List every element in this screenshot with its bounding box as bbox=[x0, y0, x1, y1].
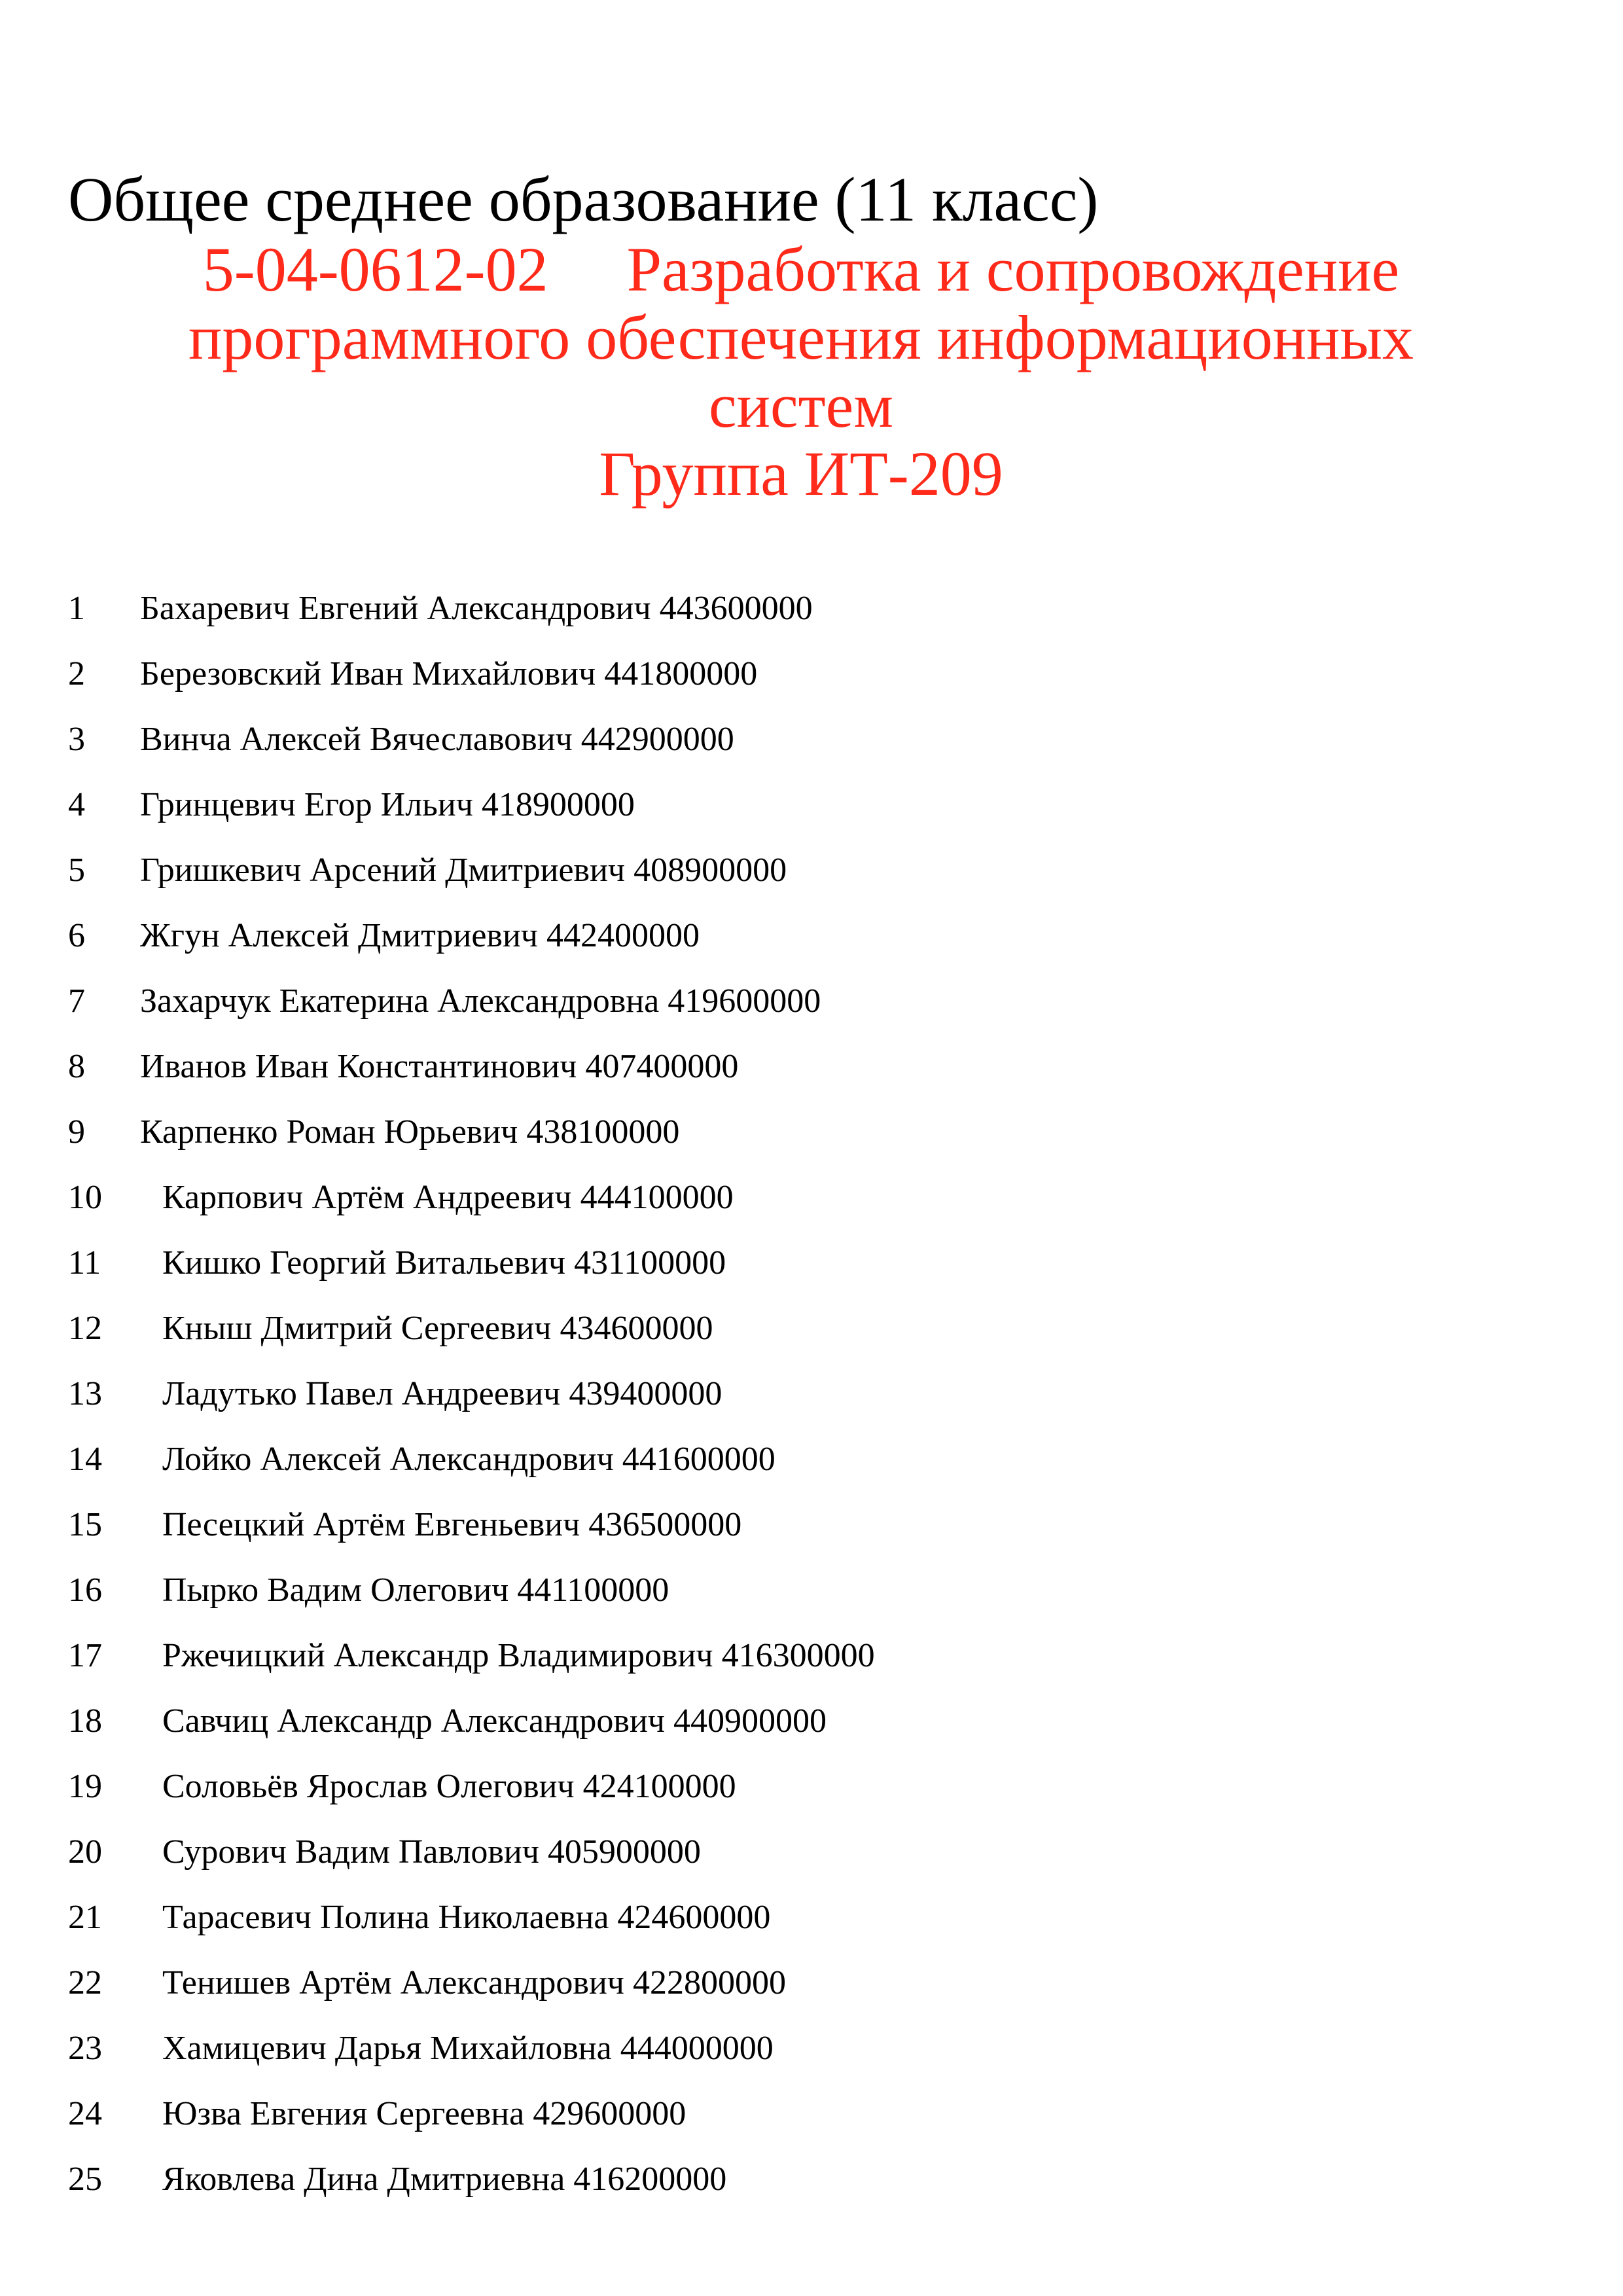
row-number: 16 bbox=[68, 1571, 102, 1609]
row-number: 14 bbox=[68, 1441, 102, 1478]
row-number: 25 bbox=[68, 2161, 102, 2198]
student-name: Песецкий Артём Евгеньевич bbox=[162, 1506, 580, 1543]
student-phone: 444000000 bbox=[620, 2030, 774, 2067]
student-name: Гришкевич Арсений Дмитриевич bbox=[140, 852, 626, 889]
row-number: 22 bbox=[68, 1964, 102, 2001]
student-phone: 407400000 bbox=[585, 1048, 739, 1085]
student-phone: 439400000 bbox=[569, 1375, 722, 1412]
student-phone: 441100000 bbox=[517, 1571, 669, 1609]
row-number: 24 bbox=[68, 2095, 102, 2132]
row-number: 15 bbox=[68, 1506, 102, 1543]
student-name: Кныш Дмитрий Сергеевич bbox=[162, 1310, 552, 1347]
student-name: Березовский Иван Михайлович bbox=[140, 655, 596, 692]
row-number: 8 bbox=[68, 1048, 85, 1085]
student-name: Ржечицкий Александр Владимирович bbox=[162, 1637, 713, 1674]
row-number: 6 bbox=[68, 917, 85, 954]
student-phone: 440900000 bbox=[673, 1702, 827, 1740]
student-phone: 434600000 bbox=[560, 1310, 713, 1347]
student-phone: 424600000 bbox=[617, 1899, 771, 1936]
row-number: 23 bbox=[68, 2030, 102, 2067]
student-phone: 438100000 bbox=[526, 1113, 680, 1151]
student-name: Жгун Алексей Дмитриевич bbox=[140, 917, 538, 954]
specialty-line-1 bbox=[68, 236, 1534, 304]
student-phone: 405900000 bbox=[547, 1833, 701, 1871]
specialty-code: 5-04-0612-02 bbox=[202, 234, 548, 304]
row-number: 5 bbox=[68, 852, 85, 889]
student-name: Ладутько Павел Андреевич bbox=[162, 1375, 561, 1412]
student-name: Винча Алексей Вячеславович bbox=[140, 721, 573, 758]
student-phone: 441800000 bbox=[604, 655, 758, 692]
student-name: Бахаревич Евгений Александрович bbox=[140, 590, 651, 627]
document-heading: Общее среднее образование (11 класс) bbox=[68, 164, 1099, 234]
student-name: Карпович Артём Андреевич bbox=[162, 1179, 572, 1216]
student-phone: 419600000 bbox=[668, 982, 821, 1020]
row-number: 4 bbox=[68, 786, 85, 823]
row-number: 20 bbox=[68, 1833, 102, 1871]
row-number: 7 bbox=[68, 982, 85, 1020]
row-number: 17 bbox=[68, 1637, 102, 1674]
student-name: Кишко Георгий Витальевич bbox=[162, 1244, 566, 1282]
student-name: Яковлева Дина Дмитриевна bbox=[162, 2161, 565, 2198]
row-number: 21 bbox=[68, 1899, 102, 1936]
student-phone: 429600000 bbox=[533, 2095, 687, 2132]
student-name: Сурович Вадим Павлович bbox=[162, 1833, 539, 1871]
row-number: 3 bbox=[68, 721, 85, 758]
student-name: Соловьёв Ярослав Олегович bbox=[162, 1768, 575, 1805]
student-phone: 416200000 bbox=[573, 2161, 727, 2198]
student-name: Лойко Алексей Александрович bbox=[162, 1441, 614, 1478]
group-name: Группа ИТ-209 bbox=[599, 439, 1003, 509]
student-name: Хамицевич Дарья Михайловна bbox=[162, 2030, 612, 2067]
specialty-title-line-2: программного обеспечения информационных bbox=[188, 302, 1414, 372]
student-phone: 418900000 bbox=[481, 786, 635, 823]
student-phone: 441600000 bbox=[622, 1441, 776, 1478]
row-number: 10 bbox=[68, 1179, 102, 1216]
student-phone: 424100000 bbox=[582, 1768, 736, 1805]
student-name: Захарчук Екатерина Александровна bbox=[140, 982, 660, 1020]
student-name: Юзва Евгения Сергеевна bbox=[162, 2095, 525, 2132]
row-number: 13 bbox=[68, 1375, 102, 1412]
student-phone: 431100000 bbox=[574, 1244, 726, 1282]
student-phone: 408900000 bbox=[633, 852, 787, 889]
row-number: 9 bbox=[68, 1113, 85, 1151]
row-number: 19 bbox=[68, 1768, 102, 1805]
student-phone: 442900000 bbox=[580, 721, 734, 758]
specialty-block bbox=[68, 236, 1534, 508]
student-name: Пырко Вадим Олегович bbox=[162, 1571, 509, 1609]
student-phone: 444100000 bbox=[580, 1179, 734, 1216]
student-name: Савчиц Александр Александрович bbox=[162, 1702, 665, 1740]
row-number: 2 bbox=[68, 655, 85, 692]
student-phone: 416300000 bbox=[721, 1637, 875, 1674]
row-number: 18 bbox=[68, 1702, 102, 1740]
row-number: 11 bbox=[68, 1244, 101, 1282]
student-name: Карпенко Роман Юрьевич bbox=[140, 1113, 518, 1151]
student-phone: 443600000 bbox=[659, 590, 813, 627]
student-name: Тенишев Артём Александрович bbox=[162, 1964, 624, 2001]
student-phone: 442400000 bbox=[546, 917, 700, 954]
student-name: Гринцевич Егор Ильич bbox=[140, 786, 473, 823]
student-phone: 436500000 bbox=[588, 1506, 742, 1543]
row-number: 1 bbox=[68, 590, 85, 627]
row-number: 12 bbox=[68, 1310, 102, 1347]
specialty-title-line-3: систем bbox=[709, 370, 893, 440]
student-name: Иванов Иван Константинович bbox=[140, 1048, 577, 1085]
student-phone: 422800000 bbox=[632, 1964, 786, 2001]
student-name: Тарасевич Полина Николаевна bbox=[162, 1899, 609, 1936]
specialty-title-line-1: Разработка и сопровождение bbox=[626, 234, 1400, 304]
